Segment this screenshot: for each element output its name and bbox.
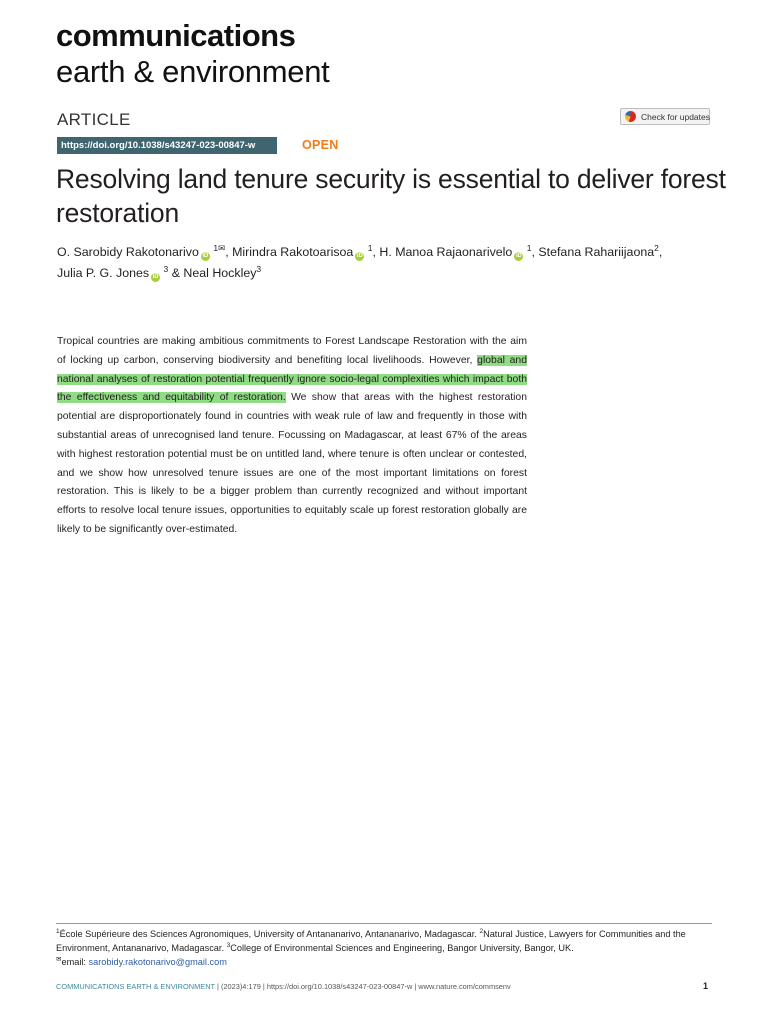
affiliation-mark: 1: [56, 927, 60, 935]
page-number: 1: [703, 981, 709, 991]
check-for-updates-button[interactable]: [620, 108, 710, 125]
email-link[interactable]: sarobidy.rakotonarivo@gmail.com: [88, 957, 227, 967]
journal-name: communications: [56, 18, 296, 53]
open-access-label: OPEN: [302, 138, 339, 152]
footer-journal: COMMUNICATIONS EARTH & ENVIRONMENT: [56, 982, 215, 991]
author-affiliation-mark: 1✉: [213, 242, 226, 253]
abstract-highlight: global and national analyses of restoration potential frequently ignore socio-legal complexities which impact both the effectiveness and equitability of restoration.: [57, 354, 527, 404]
affiliation-mark: 3: [226, 941, 231, 949]
affiliation-text: College of Environmental Sciences and Engineering, Bangor University, Bangor, UK.: [230, 943, 574, 953]
author-affiliation-mark: 2: [654, 242, 659, 253]
author-separator: ,: [372, 245, 380, 259]
check-for-updates-label: Check for updates: [641, 111, 710, 122]
envelope-icon: ✉: [56, 955, 62, 963]
affiliation-divider: [56, 923, 712, 924]
abstract: [57, 333, 527, 540]
crossmark-icon: [625, 111, 636, 122]
author-separator: ,: [658, 245, 663, 259]
orcid-icon[interactable]: iD: [515, 253, 522, 259]
article-type-label: ARTICLE: [57, 110, 131, 129]
footer-citation: | (2023)4:179 | https://doi.org/10.1038/s43247-023-00847-w | www.nature.com/commsenv: [214, 982, 511, 991]
author-affiliation-mark: 3: [256, 263, 262, 274]
page-footer: [56, 981, 511, 993]
author-separator: ,: [225, 245, 233, 259]
author-affiliation-mark: 1: [367, 242, 373, 253]
author-separator: ,: [531, 245, 539, 259]
abstract-text: Tropical countries are making ambitious commitments to Forest Landscape Restoration with the aim of locking up carbon, conserving biodiversity and benefiting local livelihoods. However,: [57, 336, 527, 366]
abstract-text: We show that areas with the highest restoration potential are disproportionately found in countries with weak rule of law and frequently in those with substantial areas of unrecognised land tenure. Focussing on Madagascar, at least 67% of the areas with highest restoration potential must be on untitled land, where tenure is often unclear or contested, and we show how unresolved tenure issues are one of the most important limitations on forest restoration. This is likely to be a bigger problem than currently recognized and without important efforts to resolve local tenure issues, opportunities to equitably scale up forest restoration globally are likely to be significantly over-estimated.: [57, 392, 527, 535]
author-name[interactable]: Mirindra Rakotoarisoa: [232, 245, 354, 259]
affiliation-text: École Supérieure des Sciences Agronomiques, University of Antananarivo, Antananarivo, Madagascar.: [59, 929, 480, 939]
author-affiliation-mark: 3: [163, 263, 169, 274]
author-separator: &: [168, 266, 184, 280]
author-name[interactable]: Stefana Rahariijaona: [538, 245, 655, 259]
author-name[interactable]: O. Sarobidy Rakotonarivo: [57, 245, 199, 259]
author-name[interactable]: Julia P. G. Jones: [57, 266, 150, 280]
journal-subname: earth & environment: [56, 54, 330, 89]
affiliation-mark: 2: [479, 927, 484, 935]
author-name[interactable]: Neal Hockley: [183, 266, 257, 280]
affiliations: [56, 927, 714, 969]
author-affiliation-mark: 1: [526, 242, 532, 253]
orcid-icon[interactable]: iD: [356, 253, 363, 259]
orcid-icon[interactable]: iD: [202, 253, 209, 259]
doi-link[interactable]: https://doi.org/10.1038/s43247-023-00847-w: [57, 137, 277, 154]
orcid-icon[interactable]: iD: [152, 274, 159, 280]
affiliation-text: Natural Justice, Lawyers for Communities and the Environment, Antananarivo, Madagascar.: [56, 929, 686, 953]
author-list: [57, 242, 727, 284]
author-name[interactable]: H. Manoa Rajaonarivelo: [379, 245, 513, 259]
article-title: Resolving land tenure security is essential to deliver forest restoration: [56, 164, 726, 228]
email-label: email:: [61, 957, 89, 967]
